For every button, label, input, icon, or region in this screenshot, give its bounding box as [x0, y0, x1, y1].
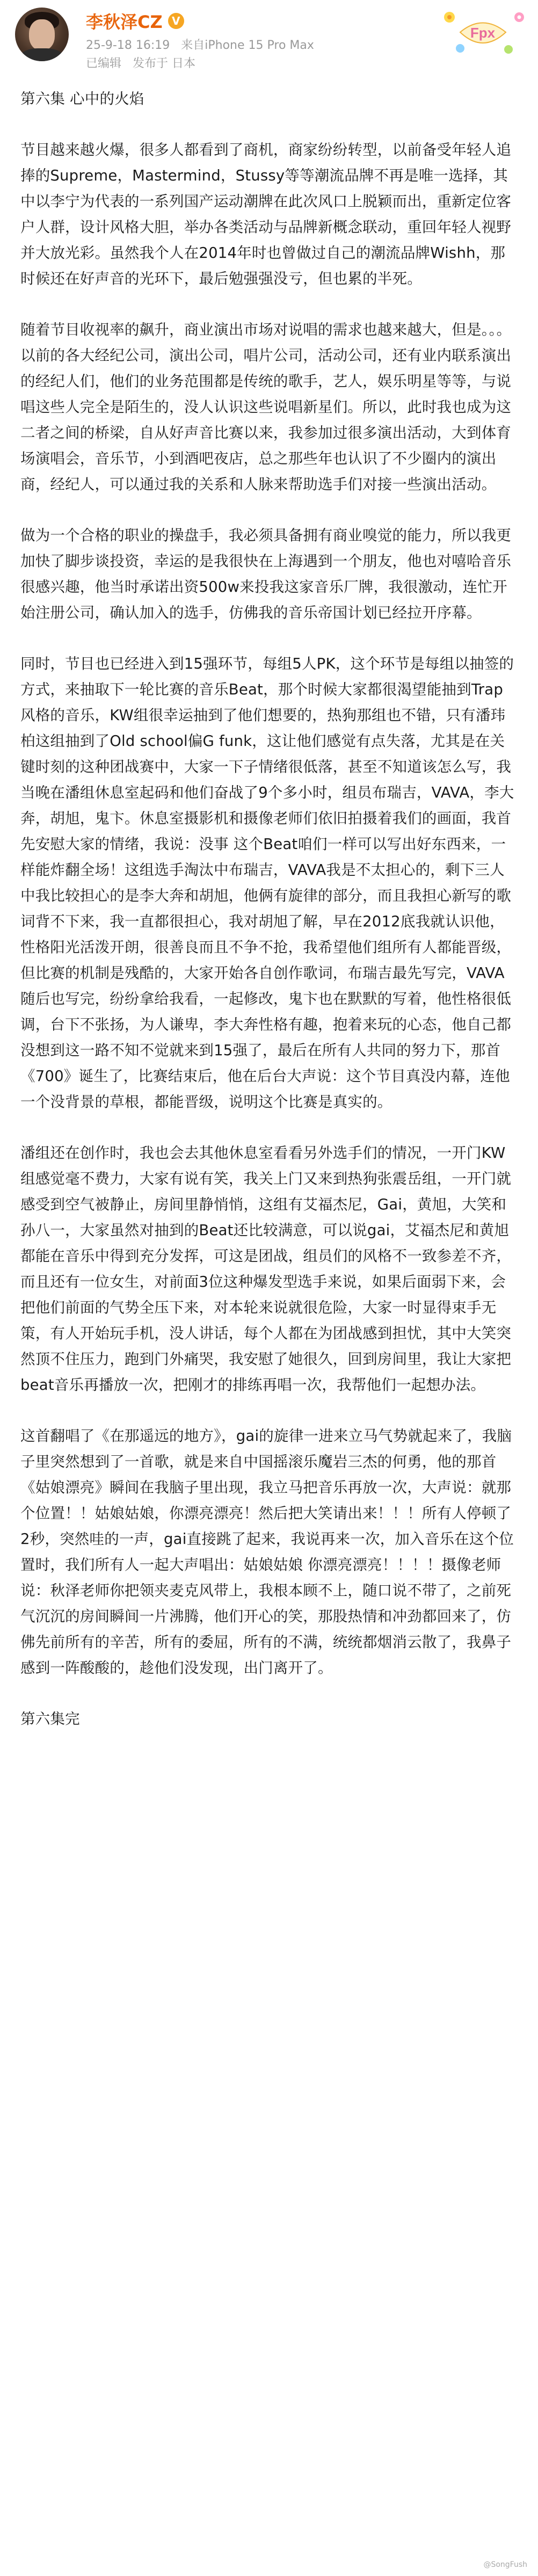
vip-badge-icon: V — [168, 13, 184, 29]
post-source: 来自iPhone 15 Pro Max — [181, 39, 314, 52]
sticker-text: Fpx — [470, 25, 496, 41]
avatar[interactable] — [15, 8, 69, 61]
paragraph: 随着节目收视率的飙升，商业演出市场对说唱的需求也越来越大，但是。。。以前的各大经纪公司，演出公司，唱片公司，活动公司，还有业内联系演出的经纪人们，他们的业务范围都是传统的歌手，艺人，娱乐明星等等，与说唱这些人完全是陌生的，没人认识这些说唱新星们。所以，此时我也成为这二者之间的桥梁，自从好声音比赛以来，我参加过很多演出活动，大到体育场演唱会，音乐节，小到酒吧夜店，总之那些年也认识了不少圈内的演出商，经纪人，可以通过我的关系和人脉来帮助选手们对接一些演出活动。 — [20, 321, 512, 493]
paragraph: 节目越来越火爆，很多人都看到了商机，商家纷纷转型，以前备受年轻人追捧的Supreme，Mastermind，Stussy等等潮流品牌不再是唯一选择，其中以李宁为代表的一系列国产运动潮牌在此次风口上脱颖而出，重新定位客户人群，设计风格大胆，举办各类活动与品牌新概念联动，重回年轻人视野并大放光彩。虽然我个人在2014年时也曾做过自己的潮流品牌Wishh，那时候还在好声音的光环下，最后勉强强没亏，但也累的半死。 — [20, 141, 512, 287]
username[interactable] — [86, 9, 184, 33]
flower-sticker-icon — [439, 5, 527, 59]
paragraph: 这首翻唱了《在那遥远的地方》，gai的旋律一进来立马气势就起来了，我脑子里突然想到了一首歌，就是来自中国摇滚乐魔岩三杰的何勇，他的那首《姑娘漂亮》瞬间在我脑子里出现，我立马把音乐再放一次，大声说：就那个位置！！姑娘姑娘，你漂亮漂亮！然后把大笑请出来！！！所有人停顿了2秒，突然哇的一声，gai直接跳了起来，我说再来一次，加入音乐在这个位置时，我们所有人一起大声唱出：姑娘姑娘 你漂亮漂亮！！！！摄像老师说：秋泽老师你把领夹麦克风带上，我根本顾不上，随口说不带了，之前死气沉沉的房间瞬间一片沸腾，他们开心的笑，那股热情和冲劲都回来了，仿佛先前所有的辛苦，所有的委屈，所有的不满，统统都烟消云散了，我鼻子感到一阵酸酸的，趁他们没发现，出门离开了。 — [20, 1427, 514, 1677]
post-content — [20, 86, 518, 1757]
paragraph: 潘组还在创作时，我也会去其他休息室看看另外选手们的情况，一开门KW组感觉毫不费力，大家有说有笑，我关上门又来到热狗张震岳组，一开门就感受到空气被静止，房间里静悄悄，这组有艾福杰尼，Gai，黄旭，大笑和孙八一，大家虽然对抽到的Beat还比较满意，可以说gai，艾福杰尼和黄旭都能在音乐中得到充分发挥，可这是团战，组员们的风格不一致参差不齐，而且还有一位女生，对前面3位这种爆发型选手来说，如果后面弱下来，会把他们前面的气势全压下来，对本轮来说就很危险，大家一时显得束手无策，有人开始玩手机，没人讲话，每个人都在为团战感到担忧，其中大笑突然顶不住压力，跑到门外痛哭，我安慰了她很久，回到房间里，我让大家把beat音乐再播放一次，把刚才的排练再唱一次，我帮他们一起想办法。 — [20, 1144, 512, 1394]
post-meta — [86, 37, 314, 73]
post-location: 发布于 日本 — [133, 57, 196, 70]
paragraph: 同时，节目也已经进入到15强环节，每组5人PK，这个环节是每组以抽签的方式，来抽取下一轮比赛的音乐Beat，那个时候大家都很渴望能抽到Trap风格的音乐，KW组很幸运抽到了他们想要的，热狗那组也不错，只有潘玮柏这组抽到了Old school偏G funk，这让他们感觉有点失落，尤其是在关键时刻的这种团战赛中，大家一下子情绪很低落，甚至不知道该怎么写，我当晚在潘组休息室起码和他们奋战了9个多小时，组员布瑞吉，VAVA，李大奔，胡旭，鬼卞。休息室摄影机和摄像老师们依旧拍摄着我们的画面，我首先安慰大家的情绪，我说：没事 这个Beat咱们一样可以写出好东西来，一样能炸翻全场！这组选手淘汰中布瑞吉，VAVA我是不太担心的，剩下三人中我比较担心的是李大奔和胡旭，他俩有旋律的部分，而且我担心新写的歌词背不下来，我一直都很担心，我对胡旭了解，早在2012底我就认识他，性格阳光活泼开朗，很善良而且不争不抢，我希望他们组所有人都能晋级，但比赛的机制是残酷的，大家开始各自创作歌词，布瑞吉最先写完，VAVA随后也写完，纷纷拿给我看，一起修改，鬼卞也在默默的写着，他性格很低调，台下不张扬，为人谦卑，李大奔性格有趣，抱着来玩的心态，他自己都没想到这一路不知不觉就来到15强了，最后在所有人共同的努力下，那首《700》诞生了，比赛结束后，他在后台大声说：这个节目真没内幕，连他一个没背景的草根，都能晋级，说明这个比赛是真实的。 — [20, 655, 514, 1111]
watermark: @SongFush — [483, 2560, 527, 2569]
username-text[interactable]: 李秋泽CZ — [86, 12, 163, 32]
post-timestamp: 25-9-18 16:19 — [86, 39, 170, 52]
episode-end: 第六集完 — [20, 1710, 80, 1728]
post-header — [0, 0, 538, 86]
edited-label: 已编辑 — [86, 57, 122, 70]
post-title: 第六集 心中的火焰 — [20, 90, 144, 107]
paragraph: 做为一个合格的职业的操盘手，我必须具备拥有商业嗅觉的能力，所以我更加快了脚步谈投资，幸运的是我很快在上海遇到一个朋友，他也对嘻哈音乐很感兴趣，他当时承诺出资500w来投我这家音乐厂牌，我很激动，连忙开始注册公司，确认加入的选手，仿佛我的音乐帝国计划已经拉开序幕。 — [20, 527, 512, 621]
